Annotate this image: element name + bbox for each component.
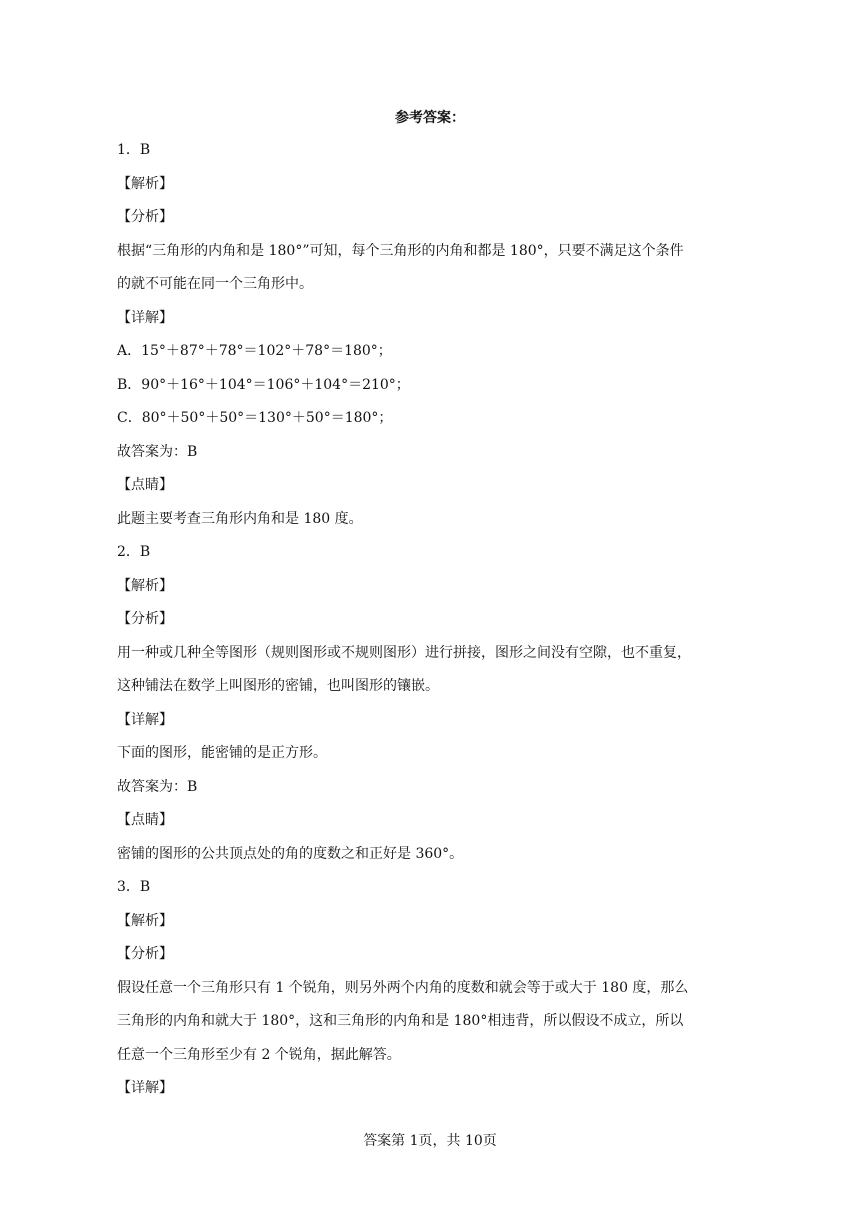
section-header: 【解析】 (117, 912, 173, 929)
text-line: 根据“三角形的内角和是 180°”可知，每个三角形的内角和都是 180°，只要不满足这个条件 (117, 242, 684, 259)
section-header: 【分析】 (117, 209, 173, 225)
text-line: 三角形的内角和就大于 180°，这和三角形的内角和是 180°相违背，所以假设不成立，所以 (117, 1013, 684, 1029)
text-line: 故答案为：B (117, 778, 198, 795)
text-line: 这种铺法在数学上叫图形的密铺，也叫图形的镶嵌。 (117, 678, 439, 694)
text-line: 密铺的图形的公共顶点处的角的度数之和正好是 360°。 (117, 845, 464, 862)
page-title: 参考答案： (395, 110, 465, 126)
text-line: A．15°＋87°＋78°＝102°＋78°＝180°； (117, 343, 392, 359)
text-line: 假设任意一个三角形只有 1 个锐角，则另外两个内角的度数和就会等于或大于 180 度，那么 (117, 979, 689, 996)
section-header: 【解析】 (117, 577, 173, 594)
text-line: B．90°＋16°＋104°＝106°＋104°＝210°； (117, 376, 410, 393)
text-line: 故答案为：B (117, 443, 198, 460)
section-header: 【分析】 (117, 611, 173, 627)
text-line: 的就不可能在同一个三角形中。 (117, 276, 313, 292)
answer-content (117, 134, 743, 1106)
section-header: 【分析】 (117, 946, 173, 962)
text-line: 此题主要考查三角形内角和是 180 度。 (117, 510, 363, 527)
section-header: 【详解】 (117, 711, 173, 728)
page-footer: 答案第 1页，共 10页 (363, 1133, 497, 1149)
text-line: 下面的图形，能密铺的是正方形。 (117, 745, 327, 761)
answer-number: 3．B (117, 879, 151, 895)
text-line: 任意一个三角形至少有 2 个锐角，据此解答。 (117, 1046, 401, 1063)
section-header: 【解析】 (117, 175, 173, 192)
text-line: C．80°＋50°＋50°＝130°＋50°＝180°； (117, 410, 393, 426)
answer-number: 1．B (117, 142, 151, 158)
section-header: 【点睛】 (117, 812, 173, 828)
section-header: 【详解】 (117, 1080, 173, 1096)
section-header: 【详解】 (117, 309, 173, 326)
section-header: 【点睛】 (117, 477, 173, 493)
text-line: 用一种或几种全等图形（规则图形或不规则图形）进行拼接，图形之间没有空隙，也不重复， (117, 644, 691, 661)
answer-number: 2．B (117, 544, 151, 560)
